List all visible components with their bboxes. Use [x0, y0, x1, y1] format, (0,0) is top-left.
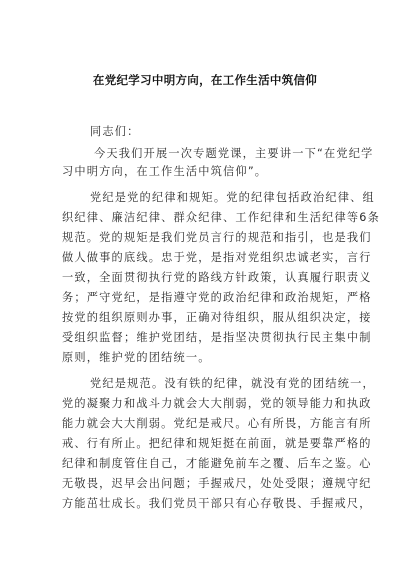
paragraph-line: 党的凝聚力和战斗力就会大大削弱，党的领导能力和执政: [62, 397, 372, 410]
paragraph-line: 无敬畏，迟早会出问题；手握戒尺，处处受限；遵规守纪: [62, 477, 372, 490]
paragraph-line: 戒、行有所止。把纪律和规矩挺在前面，就是要靠严格的: [62, 437, 372, 450]
paragraph-line: 一致，全面贯彻执行党的路线方针政策，认真履行职责义: [62, 271, 372, 284]
paragraph-line: 党纪是党的纪律和规矩。党的纪律包括政治纪律、组: [90, 191, 375, 204]
paragraph-line: 方能茁壮成长。我们党员干部只有心存敬畏、手握戒尺，: [62, 497, 372, 510]
paragraph-line: 原则，维护党的团结统一。: [62, 351, 211, 364]
paragraph-line: 务；严守党纪，是指遵守党的政治纪律和政治规矩，严格: [62, 291, 372, 304]
paragraph-line: 今天我们开展一次专题党课，主要讲一下“在党纪学: [94, 147, 374, 160]
document-title: 在党纪学习中明方向，在工作生活中筑信仰: [92, 73, 318, 87]
paragraph-line: 做人做事的底线。忠于党，是指对党组织忠诚老实，言行: [62, 251, 372, 264]
paragraph-line: 习中明方向，在工作生活中筑信仰”。: [62, 165, 268, 178]
paragraph-line: 受组织监督；维护党团结，是指坚决贯彻执行民主集中制: [62, 331, 372, 344]
paragraph-line: 织纪律、廉洁纪律、群众纪律、工作纪律和生活纪律等6条: [62, 211, 381, 224]
paragraph-line: 党纪是规范。没有铁的纪律，就没有党的团结统一，: [90, 377, 375, 390]
paragraph-line: 纪律和制度管住自己，才能避免前车之覆、后车之鉴。心: [62, 457, 372, 470]
paragraph-line: 规范。党的规矩是我们党员言行的规范和指引，也是我们: [62, 231, 372, 244]
salutation: 同志们：: [90, 125, 140, 138]
paragraph-line: 按党的组织原则办事，正确对待组织，服从组织决定，接: [62, 311, 372, 324]
paragraph-line: 能力就会大大削弱。党纪是戒尺。心有所畏，方能言有所: [62, 417, 372, 430]
